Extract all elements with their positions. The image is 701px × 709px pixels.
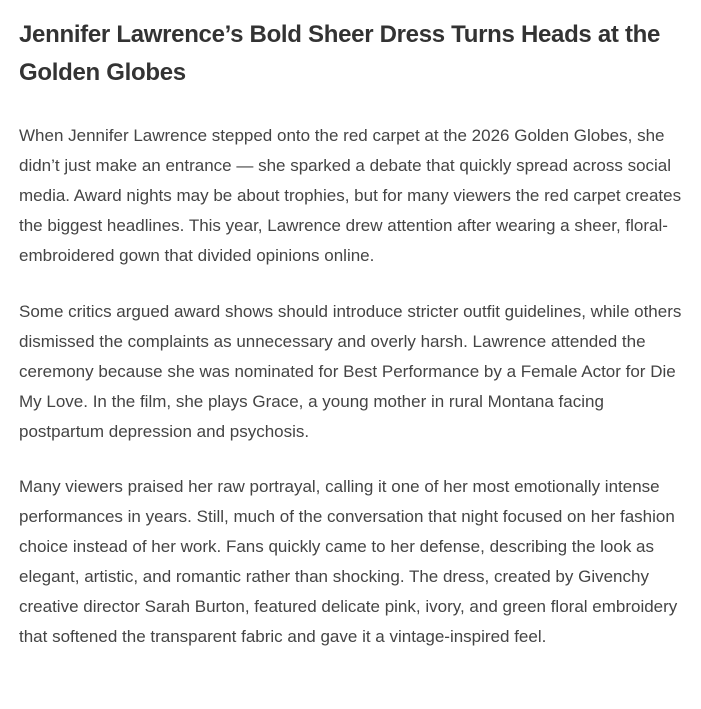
article-paragraph: When Jennifer Lawrence stepped onto the red carpet at the 2026 Golden Globes, she didn’t just make an entrance — she sparked a debate that quickly spread across social media. Award nights may be about trophies, but for many viewers the red carpet creates the biggest headlines. This year, Lawrence drew attention after wearing a sheer, floral-embroidered gown that divided opinions online. [19, 126, 682, 265]
article [19, 16, 687, 652]
article-title: Jennifer Lawrence’s Bold Sheer Dress Turns Heads at the Golden Globes [19, 21, 661, 86]
article-paragraph: Some critics argued award shows should introduce stricter outfit guidelines, while others dismissed the complaints as unnecessary and overly harsh. Lawrence attended the ceremony because she was nominated for Best Performance by a Female Actor for Die My Love. In the film, she plays Grace, a young mother in rural Montana facing postpartum depression and psychosis. [19, 302, 682, 441]
article-paragraph: Many viewers praised her raw portrayal, calling it one of her most emotionally intense performances in years. Still, much of the conversation that night focused on her fashion choice instead of her work. Fans quickly came to her defense, describing the look as elegant, artistic, and romantic rather than shocking. The dress, created by Givenchy creative director Sarah Burton, featured delicate pink, ivory, and green floral embroidery that softened the transparent fabric and gave it a vintage-inspired feel. [19, 477, 678, 646]
